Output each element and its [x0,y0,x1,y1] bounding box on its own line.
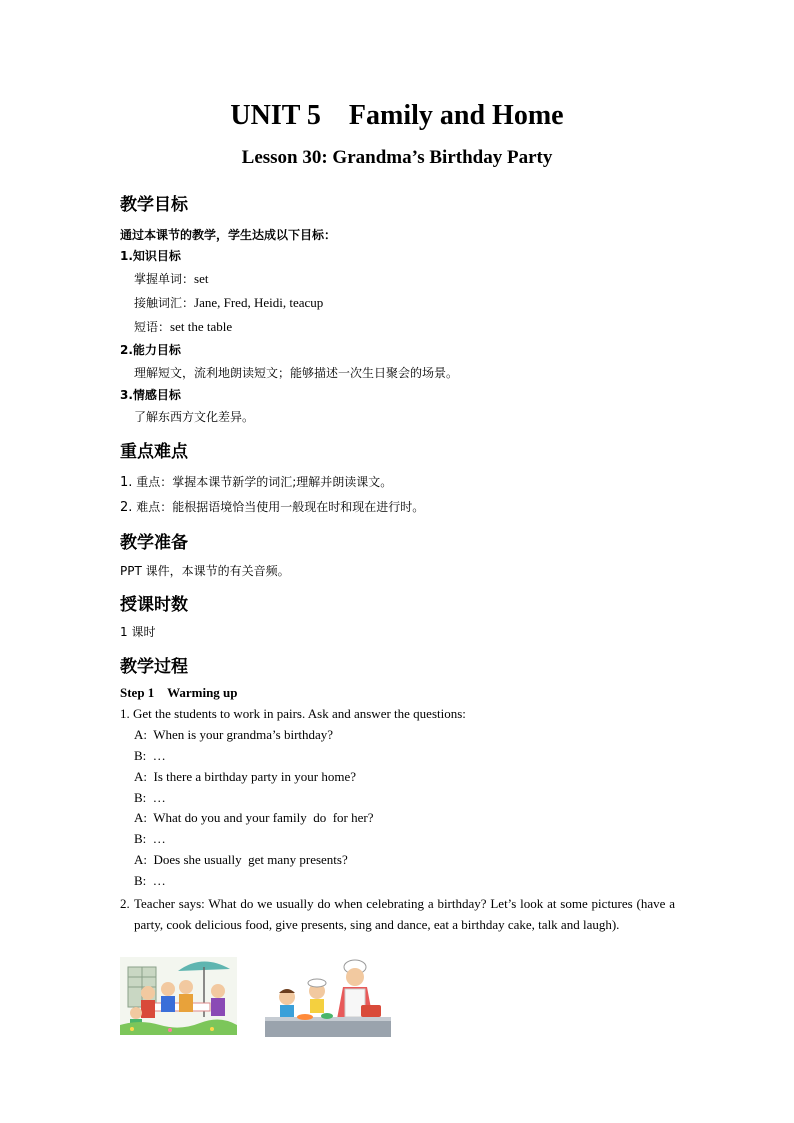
difficult-point-number: 2. [120,500,133,515]
preparation-heading: 教学准备 [120,533,188,553]
unit-name: Family and Home [348,100,564,131]
key-point-item [120,473,392,490]
dialogue-line: B: … [134,831,166,846]
hours-heading: 授课时数 [120,595,188,615]
process-heading: 教学过程 [120,657,188,677]
process-item-1: 1. Get the students to work in pairs. Ask and answer the questions: [120,706,466,721]
process-item-2-text: Teacher says: What do we usually do when celebrating a birthday? Let’s look at some pictures (have a party, cook delicious food, give presents, sing and dance, eat a birthday cake, talk and laugh). [134,896,675,932]
difficult-point-item [120,498,424,515]
cooking-illustration [265,955,391,1037]
phrase-value: set the table [170,319,233,334]
master-words-line [134,270,208,287]
objectives-intro: 通过本课节的教学，学生达成以下目标： [120,228,337,242]
process-item-2-number: 2. [120,896,130,911]
emotion-heading: 3.情感目标 [120,388,181,402]
dialogue-line: B: … [134,873,166,888]
preparation-text: PPT 课件，本课节的有关音频。 [120,564,290,578]
unit-title [0,100,794,132]
ability-text: 理解短文，流利地朗读短文；能够描述一次生日聚会的场景。 [134,366,459,380]
dialogue-line: A: What do you and your family do for her? [134,810,374,825]
contact-words-label: 接触词汇： [134,296,195,310]
objectives-heading: 教学目标 [120,195,188,215]
dialogue-line: A: Is there a birthday party in your home? [134,769,357,784]
lesson-title: Lesson 30: Grandma’s Birthday Party [241,147,553,168]
hours-text: 1 课时 [120,625,156,639]
knowledge-heading: 1.知识目标 [120,249,181,263]
step1-title: Step 1 Warming up [120,685,238,700]
ability-heading: 2.能力目标 [120,343,181,357]
key-point-text: 掌握本课节新学的词汇;理解并朗读课文。 [172,475,393,489]
phrase-label: 短语： [134,320,171,334]
dialogue-line: B: … [134,790,166,805]
contact-words-value: Jane, Fred, Heidi, teacup [194,295,324,310]
key-point-number: 1. [120,475,133,490]
unit-number: UNIT 5 [230,100,321,131]
difficult-point-label: 难点： [136,500,173,514]
process-item-2 [120,893,675,935]
contact-words-line [134,294,323,311]
emotion-text: 了解东西方文化差异。 [134,410,255,424]
dialogue-line: A: When is your grandma’s birthday? [134,727,334,742]
master-words-label: 掌握单词： [134,272,195,286]
phrase-line [134,318,232,335]
dialogue-line: B: … [134,748,166,763]
master-words-value: set [194,271,209,286]
dialogue-line: A: Does she usually get many presents? [134,852,348,867]
difficult-point-text: 能根据语境恰当使用一般现在时和现在进行时。 [172,500,425,514]
key-point-label: 重点： [136,475,173,489]
key-points-heading: 重点难点 [120,442,188,462]
party-illustration [120,957,237,1035]
